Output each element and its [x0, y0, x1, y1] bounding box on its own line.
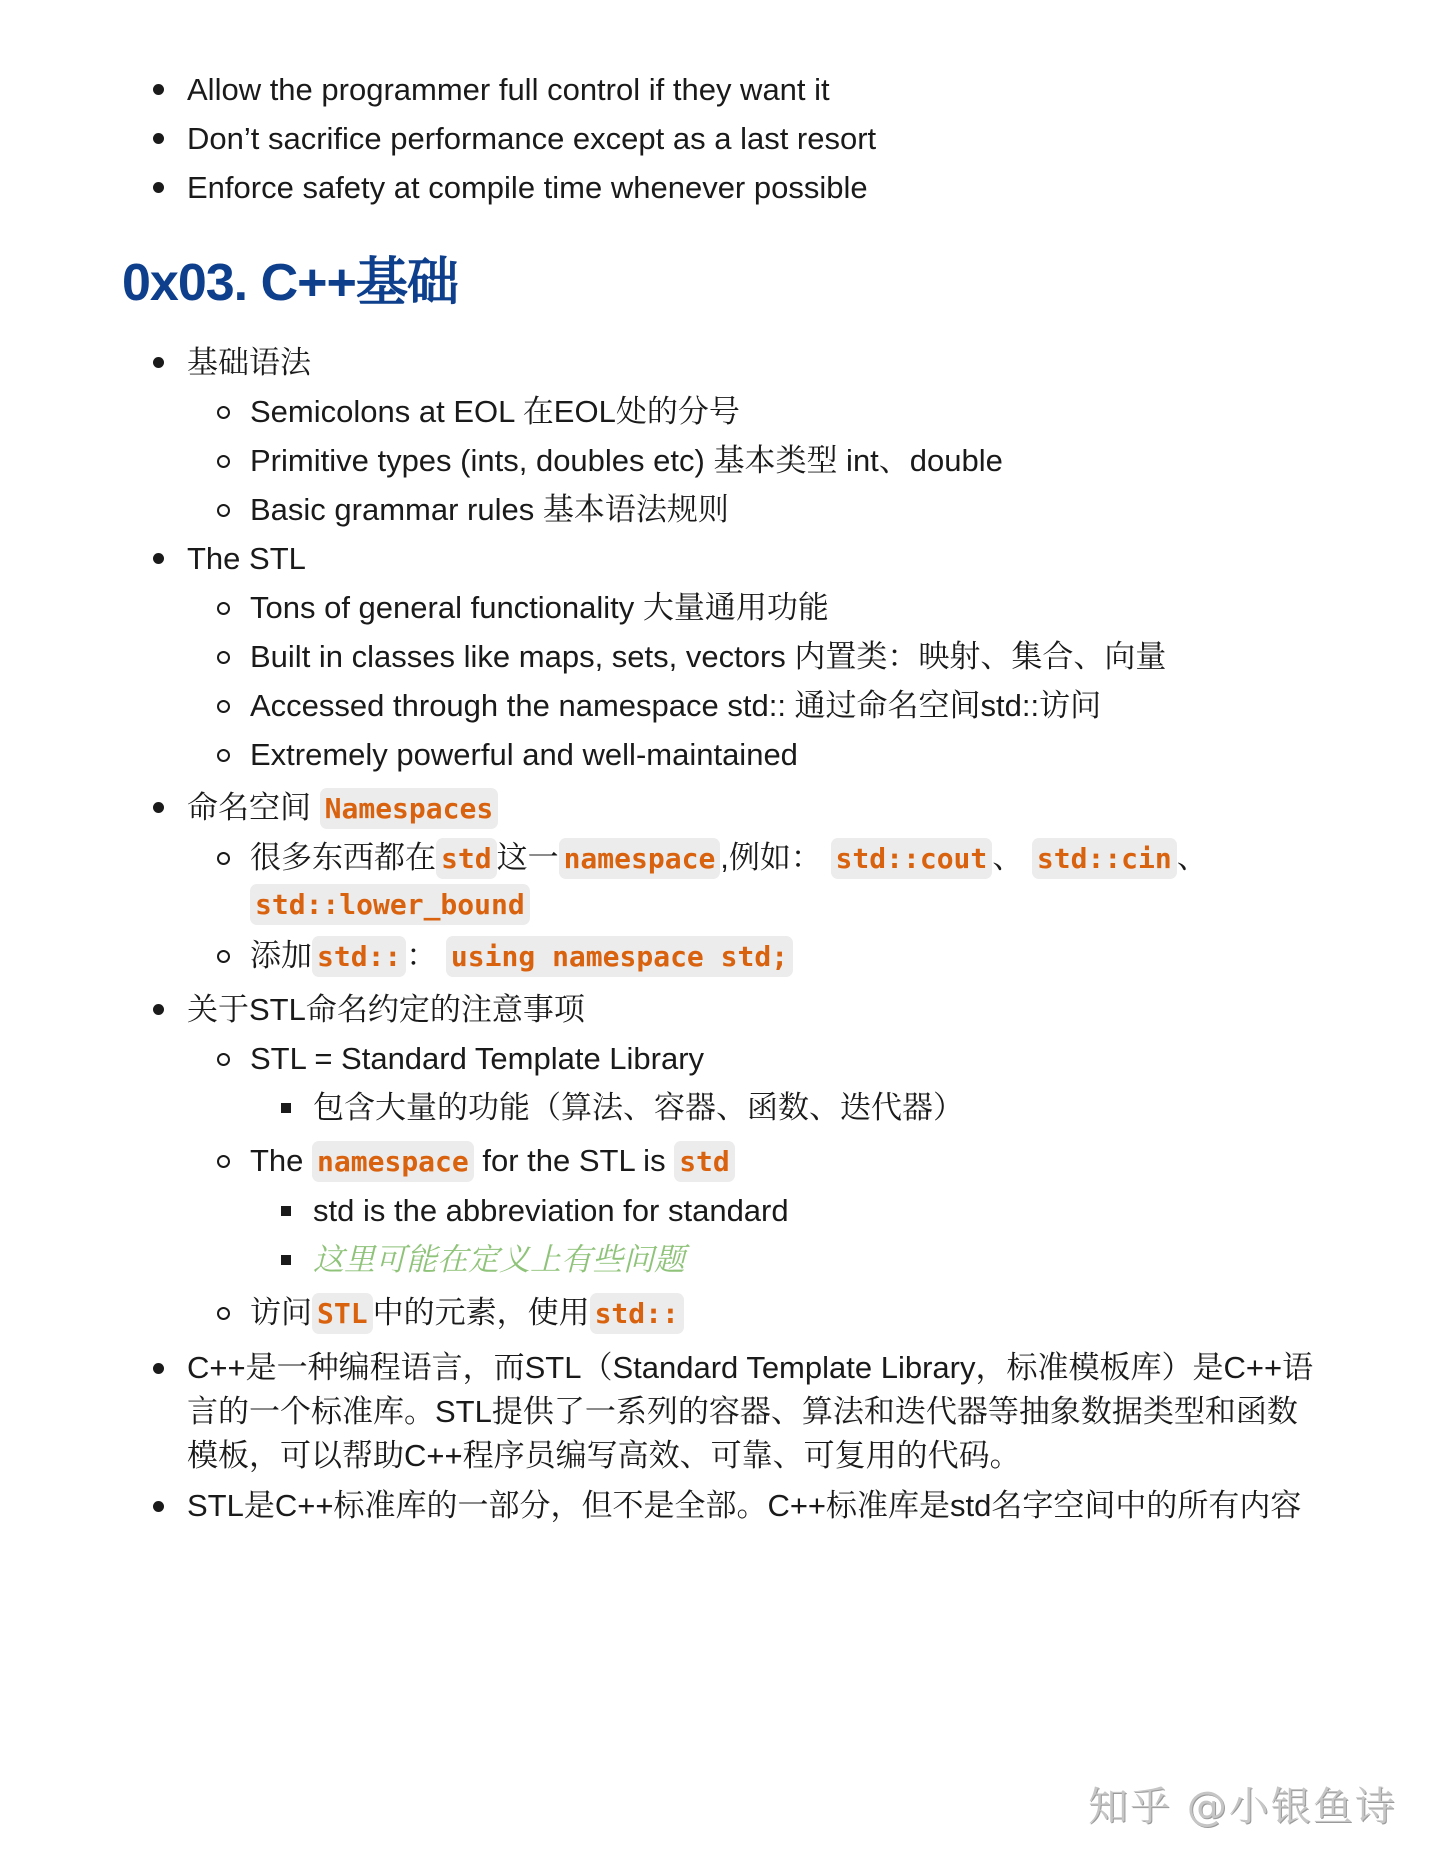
sub-list-item: 访问 STL 中的元素，使用 std:: [0, 1288, 1440, 1338]
bullet-circle-icon [217, 504, 230, 517]
list-item-basics: 基础语法 [0, 338, 1440, 387]
list-item-stl: The STL [0, 534, 1440, 583]
bullet-square-icon [281, 1103, 291, 1113]
bullet-circle-icon [217, 749, 230, 762]
bullet-disc-icon [153, 553, 164, 564]
inline-code: using namespace std; [446, 936, 793, 977]
sub-list-item: 很多东西都在 std 这一 namespace ,例如： std::cout 、 std::cin 、 std::lower_bound [0, 835, 1250, 927]
list-item-paragraph: C++是一种编程语言，而STL（Standard Template Library，标准模板库）是C++语言的一个标准库。STL提供了一系列的容器、算法和迭代器等抽象数据类型和函数模板，可以帮助C++程序员编写高效、可靠、可复用的代码。 [0, 1346, 1327, 1478]
inline-code: std [674, 1141, 735, 1182]
sub-list-item: Primitive types (ints, doubles etc) 基本类型 int、double [0, 436, 1440, 485]
sub-list-item: 添加 std:: ： using namespace std; [0, 931, 1440, 981]
bullet-disc-icon [153, 133, 164, 144]
list-item-namespaces: 命名空间 Namespaces [0, 783, 1440, 833]
bullet-circle-icon [217, 1307, 230, 1320]
bullet-circle-icon [217, 1053, 230, 1066]
inline-code: std::cin [1032, 838, 1177, 879]
sub-sub-list-item: std is the abbreviation for standard [0, 1186, 1440, 1235]
bullet-circle-icon [217, 651, 230, 664]
main-list [0, 338, 1440, 1528]
watermark: 知乎 @小银鱼诗 [1088, 1784, 1397, 1830]
list-item: Don’t sacrifice performance except as a last resort [0, 114, 1440, 163]
bullet-circle-icon [217, 950, 230, 963]
bullet-square-icon [281, 1255, 291, 1265]
sub-sub-list-item [0, 1235, 1440, 1284]
top-list [0, 65, 1440, 212]
bullet-circle-icon [217, 852, 230, 865]
sub-list-item: Semicolons at EOL 在EOL处的分号 [0, 387, 1440, 436]
bullet-disc-icon [153, 802, 164, 813]
list-item: Enforce safety at compile time whenever possible [0, 163, 1440, 212]
inline-code: std::lower_bound [250, 884, 530, 925]
list-item-naming: 关于STL命名约定的注意事项 [0, 985, 1440, 1034]
bullet-circle-icon [217, 406, 230, 419]
list-item: Allow the programmer full control if they want it [0, 65, 1440, 114]
bullet-circle-icon [217, 700, 230, 713]
inline-code: namespace [312, 1141, 474, 1182]
inline-code: std [436, 838, 497, 879]
sub-list-item: Tons of general functionality 大量通用功能 [0, 583, 1440, 632]
bullet-disc-icon [153, 1501, 164, 1512]
bullet-circle-icon [217, 1155, 230, 1168]
bullet-circle-icon [217, 455, 230, 468]
list-item-paragraph: STL是C++标准库的一部分，但不是全部。C++标准库是std名字空间中的所有内容 [0, 1484, 1327, 1528]
bullet-circle-icon [217, 602, 230, 615]
bullet-disc-icon [153, 1004, 164, 1015]
sub-sub-list-item: 包含大量的功能（算法、容器、函数、迭代器） [0, 1083, 1440, 1132]
sub-list-item: The namespace for the STL is std [0, 1136, 1440, 1186]
note-text: 这里可能在定义上有些问题 [313, 1242, 685, 1277]
inline-code: Namespaces [320, 788, 499, 829]
sub-list-item: Extremely powerful and well-maintained [0, 730, 1440, 779]
section-heading: 0x03. C++基础 [122, 254, 458, 312]
sub-list-item: Accessed through the namespace std:: 通过命名空间std::访问 [0, 681, 1440, 730]
inline-code: namespace [559, 838, 721, 879]
inline-code: std:: [312, 936, 406, 977]
sub-list-item: Basic grammar rules 基本语法规则 [0, 485, 1440, 534]
inline-code: std:: [590, 1293, 684, 1334]
sub-list-item: Built in classes like maps, sets, vectors 内置类：映射、集合、向量 [0, 632, 1440, 681]
bullet-disc-icon [153, 357, 164, 368]
bullet-disc-icon [153, 182, 164, 193]
bullet-disc-icon [153, 84, 164, 95]
bullet-square-icon [281, 1206, 291, 1216]
sub-list-item: STL = Standard Template Library [0, 1034, 1440, 1083]
bullet-disc-icon [153, 1363, 164, 1374]
inline-code: std::cout [831, 838, 993, 879]
inline-code: STL [312, 1293, 373, 1334]
